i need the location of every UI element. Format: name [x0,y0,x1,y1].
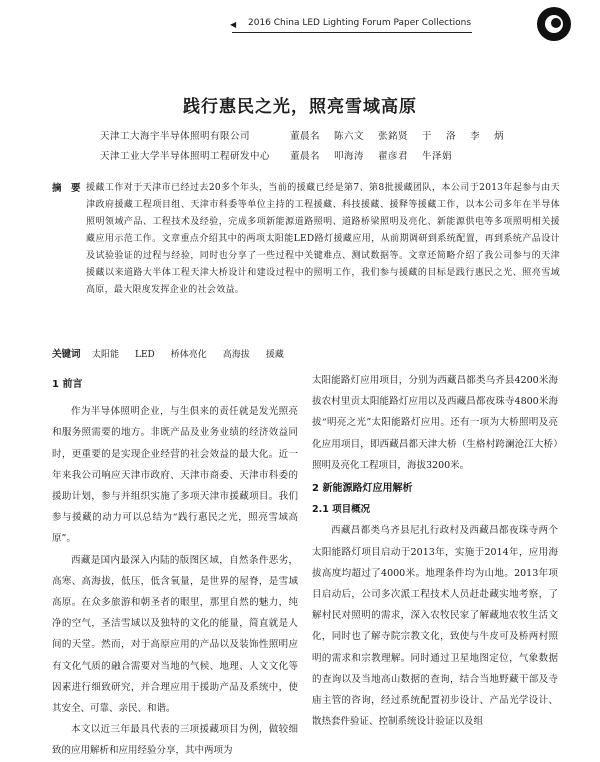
author-block [100,127,540,167]
body-paragraph: 作为半导体照明企业，与生俱来的责任就是发光照亮和服务照需要的地方。非既产品及业务业绩的经济效益同时，更重要的是实现企业经营的社会效益的最大化。近一年来我公司响应天津市政府、天津市商委、天津市科委的援助计划，参与并组织实施了多项天津市援藏项目。我们参与援藏的动力可以总结为“践行惠民之光，照亮雪域高原”。 [52,406,298,545]
keyword: 援藏 [265,350,284,360]
author-name: 董晨名 [290,131,321,142]
keyword: 桥体亮化 [170,350,207,360]
abstract [52,180,560,299]
author-name: 叩海涛 [334,151,365,162]
author-name: 于 [422,131,433,142]
author-org: 天津工业大学半导体照明工程研发中心 [100,151,271,162]
author-row [100,127,540,147]
author-row [100,147,540,167]
author-name: 李 [470,131,481,142]
body-paragraph: 太阳能路灯应用项目，分别为西藏昌都类乌齐县4200米海拔农村里贡太阳能路灯应用以及西藏昌都夜珠寺4800米海拔“明亮之光”太阳能路灯应用。还有一项为大桥照明及亮化应用项目，即西藏昌都天津大桥（生格村跨澜沧江大桥）照明及亮化工程项目，海拔3200米。 [312,375,558,471]
triangle-icon: ◀ [230,20,237,29]
running-title: 2016 China LED Lighting Forum Paper Collections [248,18,472,28]
journal-logo-icon [536,6,572,42]
running-header [162,6,582,46]
author-name: 董晨名 [290,151,321,162]
body-paragraph: 本文以近三年最具代表的三项援藏项目为例，做较细致的应用解析和应用经验分享，其中两项为 [52,724,298,757]
author-name: 张銘贤 [378,131,409,142]
section-heading: 2 新能源路灯应用解析 [312,483,413,495]
right-column [312,370,558,732]
left-column [52,370,298,762]
author-name: 洛 [446,131,457,142]
author-name: 牛泽娟 [422,151,453,162]
keywords [52,348,560,362]
abstract-text: 援藏工作对于天津市已经过去20多个年头，当前的援藏已经是第7、第8批援藏团队，本公司于2013年起参与由天津政府援藏工程项目组、天津市科委等单位主持的工程援藏、科技援藏、援释等援藏工作，以本公司多年在半导体照明领域产品、工程技术及经验，完成多项新能源道路照明、道路桥梁照明及亮化、新能源供电等多项照明相关援藏应用示范工作。文章重点介绍其中的两项太阳能LED路灯援藏应用，从前期调研到系统配置，再到系统产品设计及试验验证的过程与经验，同时也分享了一些过程中关键难点、测试数据等。文章还简略介绍了我公司参与的天津援藏以来道路大半体工程天津大桥设计和建设过程中的照明工作，我们参与援藏的目标是践行惠民之光、照亮雪域高原，最大限度发挥企业的社会效益。 [86,183,560,295]
page-title: 践行惠民之光，照亮雪域高原 [183,97,417,117]
body-paragraph: 西藏是国内最深入内陆的版图区域，自然条件恶劣，高寒、高海拔，低压，低含氧量，是世界的屋脊，是雪域高原。在众多旅游和朝圣者的眼里，那里自然的魅力，纯净的空气，圣洁雪域以及独特的文化的能量，简直就是人间的天堂。然而，对于高原应用的产品以及装饰性照明应有文化气质的融合需要对当地的气候、地理、人文文化等因素进行细致研究，并合理应用于援助产品及系统中，使其安全、可靠、亲民、和谐。 [52,554,298,715]
author-org: 天津工大海宇半导体照明有限公司 [100,131,251,142]
section-heading: 1 前言 [52,379,83,390]
keyword: 太阳能 [92,350,120,360]
author-name: 炳 [494,131,505,142]
author-name: 翟彦君 [378,151,409,162]
subsection-heading: 2.1 项目概况 [312,504,371,516]
keyword: 高海拔 [222,350,250,360]
body-paragraph: 西藏昌都类乌齐县尼扎行政村及西藏昌都夜珠寺两个太阳能路灯项目启动于2013年，实施于2014年，应用海拔高度均超过了4000米。地理条件均为山地。2013年项目启动后，公司多次派工程技术人员赶赴藏实地考察，了解村民对照明的需求，深入农牧民家了解藏地农牧生活文化，同时也了解寺院宗教文化，致使与牛皮可及桥两村照明的需求和宗教理解。同时通过卫星地图定位，气象数据的查询以及当地高山数据的查询，结合当地野藏干部及寺庙主管的咨询，经过系统配置初步设计、产品光学设计、散热套件验证、控制系统设计验证以及组 [312,525,558,728]
keyword: LED [135,350,155,360]
keywords-label: 关键词 [52,349,81,360]
abstract-label: 摘 要 [52,183,81,194]
author-name: 陈六文 [334,131,365,142]
